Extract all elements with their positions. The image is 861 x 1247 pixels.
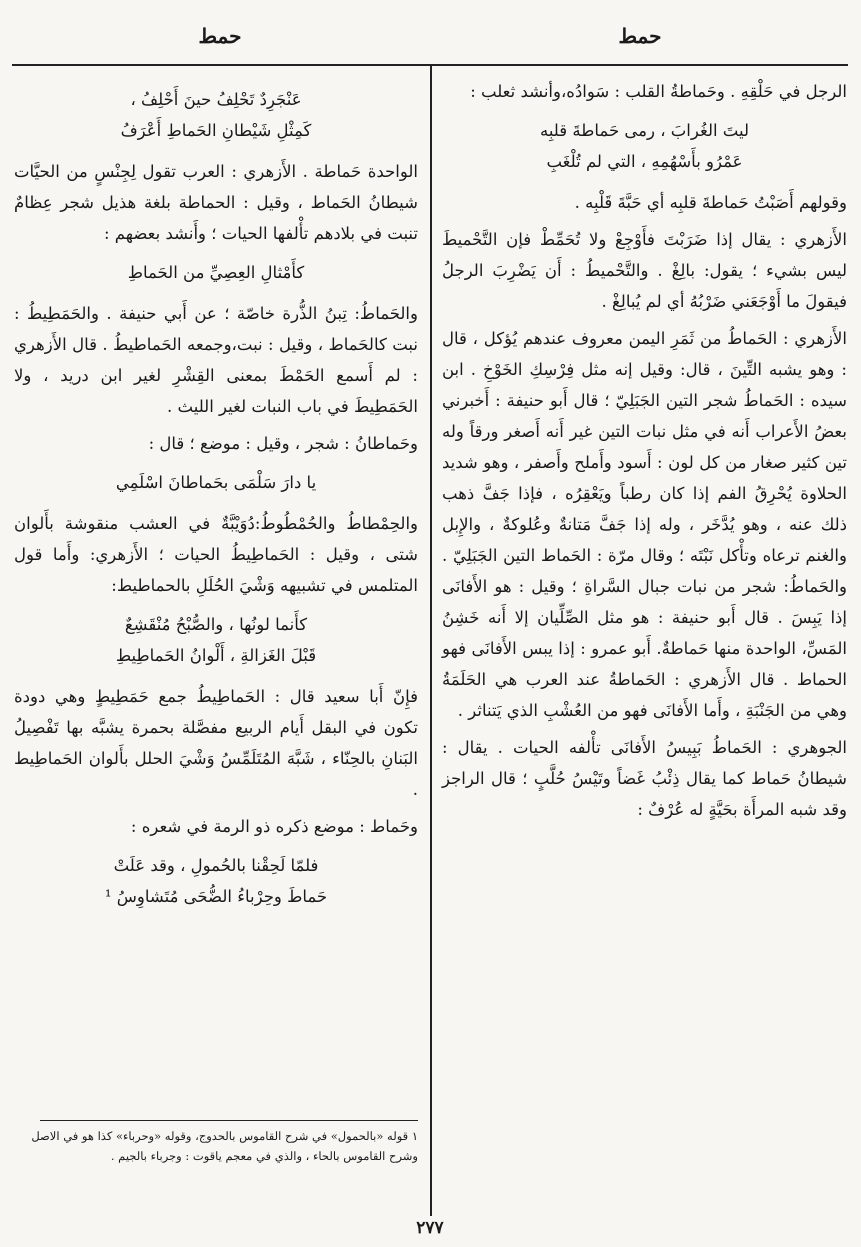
verse-line: كَمِثْلِ شَيْطانِ الحَماطِ أَعْرَفُ xyxy=(120,121,312,140)
paragraph: الأَزهري : الحَماطُ من ثَمَرِ اليمن معروف عندهم يُؤكل ، قال : وهو يشبه التِّينَ ، قال: وقيل إنه مثل فِرْسِكِ الخَوْخِ . ابن سيده : الحَماطُ شجر التين الجَبَلِيّ ؛ قال أَبو حنيفة : أَخبرني بعضُ الأَعراب أَنه في مثل نبات التين غير أَنه أَصغر ورقاً وله تين كثير صغار من كل لون : أَسود وأَملح وأَصفر ، وهو شديد الحلاوة يُحْرِقُ الفم إذا كان رطباً ويَعْقِرُه ، فإذا جَفَّ ذهب ذلك عنه ، وهو يُدَّخَر ، وله إذا جَفَّ مَتانةٌ وعُلوكةٌ ، والإِبل والغنم ترعاه وتأْكل نَبْتَه ؛ وقال مرّة : الحَماط التين الجَبَلِيّ . والحَماطُ: شجر من نبات جبال السَّراةِ ؛ وقيل : هو الأَفانَى إذا يَبِسَ . قال أَبو حنيفة : هو مثل الصِّلِّيان إلا أَنه خَشِنُ المَسِّ، الواحدة منها حَماطةٌ. أَبو عمرو : إذا يبس الأَفانَى فهو الحماط . قال الأَزهري : الحَماطةُ عند العرب هي الحَلَمَةُ وهي من الجَنْبَةِ ، وأَما الأَفانَى فهو من العُشْبِ الذي يَتناثر . xyxy=(442,329,847,720)
verse-line: فلمّا لَحِقْنا بالحُمولِ ، وقد عَلَتْ xyxy=(113,856,319,875)
paragraph: وقولهم أَصَبْتُ حَماطةَ قلبِه أي حَبَّةَ قَلْبِه . xyxy=(574,193,847,212)
page-header-left: حمط xyxy=(198,24,242,48)
verse-line: عَنْجَرِدٌ تَحْلِفُ حينَ أَحْلِفُ ، xyxy=(130,90,302,109)
verse-line: حَماطَ وحِرْباءُ الضُّحَى مُتَشاوِسُ ¹ xyxy=(104,887,328,906)
footnote-rule xyxy=(40,1120,418,1121)
verse-line: قَبْلَ الغَزالةِ ، أَلْوانُ الحَماطِيطِ xyxy=(115,646,317,665)
paragraph: وحَماطانُ : شجر ، وقيل : موضع ؛ قال : xyxy=(148,434,418,453)
verse xyxy=(14,609,418,671)
verse-line: كأَمْثالِ العِصِيِّ من الحَماطِ xyxy=(127,263,305,282)
paragraph: والحِمْطاطُ والحُمْطُوطُ:دُوَيْبَّةٌ في العشب منقوشة بأَلوان شتى ، وقيل : الحَماطِيطُ الحيات ؛ الأَزهري: وأَما قول المتلمس في تشبيهه وَشْيَ الحُلَلِ بالحماطيط: xyxy=(14,514,418,595)
verse xyxy=(14,467,418,498)
verse-line: ليتَ الغُرابَ ، رمى حَماطةَ قلبِه xyxy=(539,121,750,140)
right-column xyxy=(442,76,847,831)
page-header-right: حمط xyxy=(618,24,662,48)
page-number: ٢٧٧ xyxy=(416,1218,444,1238)
paragraph: والحَماطُ: تِبنُ الذُّرة خاصّة ؛ عن أَبي حنيفة . والحَمَطِيطُ : نبت كالحَماط ، وقيل : نبت،وجمعه الحَماطيطُ . قال الأَزهري : لم أَسمع الحَمْطَ بمعنى القِشْرِ لغير ابن دريد ، ولا الحَمَطِيطَ في باب النبات لغير الليث . xyxy=(14,304,418,416)
paragraph: فإِنّ أَبا سعيد قال : الحَماطِيطُ جمع حَمَطِيطٍ وهي دودة تكون في البقل أَيام الربيع مفصَّلة بحمرة يشبَّه بها تَفْصِيلُ البَنانِ بالحِنّاء ، شَبَّهَ المُتَلَمِّسُ وَشْيَ الحلل بأَلوان الحَماطِيط . xyxy=(14,687,418,799)
paragraph: الرجل في حَلْقِهِ . وحَماطةُ القلب : سَوادُه،وأنشد ثعلب : xyxy=(470,82,847,101)
verse xyxy=(14,84,418,146)
verse-line: يا دارَ سَلْمَى بحَماطانَ اسْلَمِي xyxy=(115,473,317,492)
paragraph: الواحدة حَماطة . الأَزهري : العرب تقول لِجِنْسٍ من الحيَّات شيطانُ الحَماط ، وقيل : الحماطة بلغة هذيل شجر عِظامٌ تنبت في بلادهم تأْلفها الحيات ؛ وأَنشد بعضهم : xyxy=(14,162,418,243)
paragraph: وحَماط : موضع ذكره ذو الرمة في شعره : xyxy=(130,817,418,836)
paragraph: الجوهري : الحَماطُ بَبِيسُ الأَفانَى تأْلفه الحيات . يقال : شيطانُ حَماط كما يقال ذِئْبُ غَضاً وتَيْسُ حُلَّبٍ ؛ قال الراجز وقد شبه المرأَة بحَيَّةٍ له عُرْفٌ : xyxy=(442,738,847,819)
verse-line: عَمْرُو بأَسْهُمِهِ ، التي لم تُلْغَبِ xyxy=(546,152,743,171)
column-divider xyxy=(430,66,432,1216)
verse xyxy=(14,850,418,912)
paragraph: الأَزهري : يقال إذا ضَرَبْتَ فأَوْجِعْ ولا تُحَمِّطْ فإن التَّحْميطَ ليس بشيء ؛ يقول: بالِغْ . والتَّحْميطُ : أَن يَضْرِبَ الرجلُ فيقولَ ما أَوْجَعَني ضَرْبُهُ أي لم يُبالِغْ . xyxy=(442,230,847,311)
left-column xyxy=(14,76,418,922)
verse xyxy=(14,257,418,288)
footnote: ١ قوله «بالحمول» في شرح القاموس بالحدوج، وقوله «وحرباء» كذا هو في الاصل وشرح القاموس بالحاء ، والذي في معجم ياقوت : وجرباء بالجيم . xyxy=(31,1129,418,1163)
verse-line: كأَنما لونُها ، والصُّبْحُ مُنْقَشِعٌ xyxy=(124,615,308,634)
verse xyxy=(442,115,847,177)
